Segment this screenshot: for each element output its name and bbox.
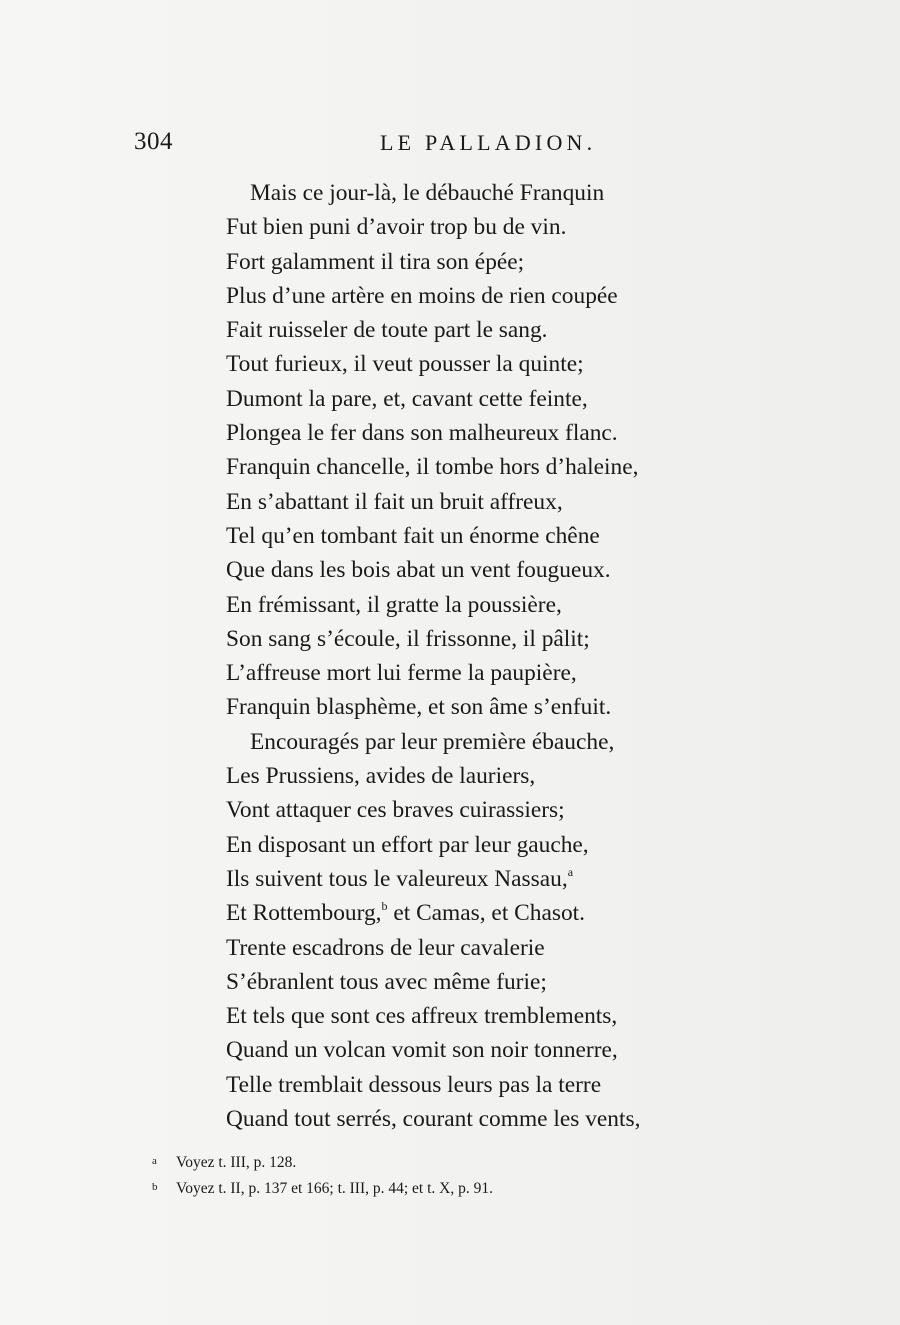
verse-line: Que dans les bois abat un vent fougueux.: [226, 557, 611, 584]
verse-text-continuation: et Camas, et Chasot.: [387, 900, 585, 927]
verse-line: Trente escadrons de leur cavalerie: [226, 934, 545, 961]
verse-line: L’affreuse mort lui ferme la paupière,: [226, 660, 577, 687]
verse-line: S’ébranlent tous avec même furie;: [226, 968, 547, 995]
verse-line-with-note: [226, 862, 826, 896]
verse-line: Plus d’une artère en moins de rien coupée: [226, 282, 618, 309]
footnote-reference: a: [567, 864, 574, 879]
verse-line: Plongea le fer dans son malheureux flanc.: [226, 420, 618, 447]
verse-line: Fort galamment il tira son épée;: [226, 248, 525, 275]
footnote-text: Voyez t. III, p. 128.: [176, 1154, 297, 1171]
verse-line: Tel qu’en tombant fait un énorme chêne: [226, 522, 600, 549]
verse-line: En frémissant, il gratte la poussière,: [226, 591, 562, 618]
footnote: [152, 1174, 852, 1200]
verse-line: Quand un volcan vomit son noir tonnerre,: [226, 1037, 618, 1064]
verse-line: Et tels que sont ces affreux tremblements,: [226, 1003, 618, 1030]
running-title: LE PALLADION.: [380, 130, 597, 155]
footnote-reference: b: [381, 899, 388, 914]
verse-line: Tout furieux, il veut pousser la quinte;: [226, 351, 584, 378]
footnote-mark: b: [152, 1181, 158, 1193]
verse-line: Quand tout serrés, courant comme les vents,: [226, 1106, 641, 1133]
poem-text: [226, 176, 826, 1136]
verse-line-with-note: [226, 896, 826, 930]
verse-line: Fut bien puni d’avoir trop bu de vin.: [226, 214, 567, 241]
verse-line: En disposant un effort par leur gauche,: [226, 831, 589, 858]
verse-line: Encouragés par leur première ébauche,: [250, 728, 615, 755]
verse-line: Telle tremblait dessous leurs pas la terre: [226, 1071, 602, 1098]
footnote-text: Voyez t. II, p. 137 et 166; t. III, p. 44; et t. X, p. 91.: [176, 1180, 493, 1197]
verse-text: Ils suivent tous le valeureux Nassau,: [226, 865, 568, 892]
verse-line: Fait ruisseler de toute part le sang.: [226, 317, 548, 344]
verse-line: Les Prussiens, avides de lauriers,: [226, 763, 536, 790]
footnotes: [152, 1148, 852, 1200]
verse-line: En s’abattant il fait un bruit affreux,: [226, 488, 563, 515]
verse-line: Franquin chancelle, il tombe hors d’haleine,: [226, 454, 639, 481]
verse-text: Et Rottembourg,: [226, 900, 382, 927]
footnote-mark: a: [152, 1155, 157, 1167]
verse-line: Dumont la pare, et, cavant cette feinte,: [226, 385, 588, 412]
verse-line: Vont attaquer ces braves cuirassiers;: [226, 797, 565, 824]
verse-line: Franquin blasphème, et son âme s’enfuit.: [226, 694, 612, 721]
verse-line: Son sang s’écoule, il frissonne, il pâlit;: [226, 625, 590, 652]
footnote: [152, 1148, 852, 1174]
verse-line: Mais ce jour-là, le débauché Franquin: [250, 180, 605, 206]
page-number: 304: [134, 128, 173, 155]
